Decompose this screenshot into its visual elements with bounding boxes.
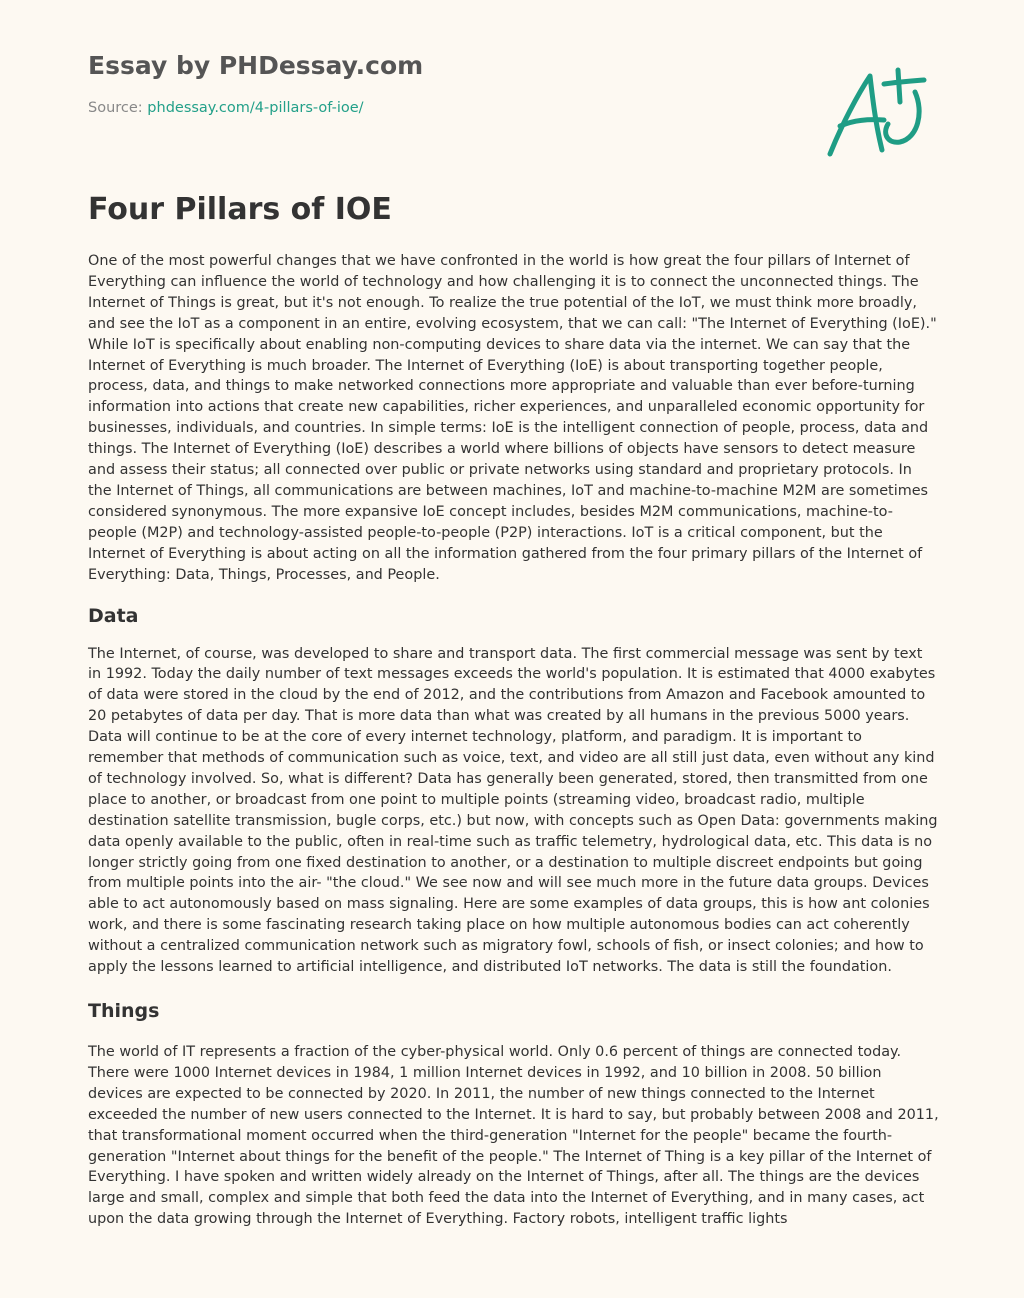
a-plus-logo-icon [818, 62, 928, 162]
section-body-data: The Internet, of course, was developed to share and transport data. The first commercial message was sent by text in 1992. Today the daily number of text messages exceeds the world's population. It is estimated that 4000 exabytes of data were stored in the cloud by the end of 2012, and the contributions from Amazon and Facebook amounted to 20 petabytes of data per day. That is more data than what was created by all humans in the previous 5000 years. Data will continue to be at the core of every internet technology, platform, and paradigm. It is important to remember that methods of communication such as voice, text, and video are all still just data, even without any kind of technology involved. So, what is different? Data has generally been generated, stored, then transmitted from one place to another, or broadcast from one point to multiple points (streaming video, broadcast radio, multiple destination satellite transmission, bugle corps, etc.) but now, with concepts such as Open Data: governments making data openly available to the public, often in real-time such as traffic telemetry, hydrological data, etc. This data is no longer strictly going from one fixed destination to another, or a destination to multiple discreet endpoints but going from multiple points into the air- "the cloud." We see now and will see much more in the future data groups. Devices able to act autonomously based on mass signaling. Here are some examples of data groups, this is how ant colonies work, and there is some fascinating research taking place on how multiple autonomous bodies can act coherently without a centralized communication network such as migratory fowl, schools of fish, or insect colonies; and how to apply the lessons learned to artificial intelligence, and distributed IoT networks. The data is still the foundation. [88, 645, 938, 976]
intro-paragraph: One of the most powerful changes that we have confronted in the world is how great the four pillars of Internet of Everything can influence the world of technology and how challenging it is to connect the unconnected things. The Internet of Things is great, but it's not enough. To realize the true potential of the IoT, we must think more broadly, and see the IoT as a component in an entire, evolving ecosystem, that we can call: "The Internet of Everything (IoE)." While IoT is specifically about enabling non-computing devices to share data via the internet. We can say that the Internet of Everything is much broader. The Internet of Everything (IoE) is about transporting together people, process, data, and things to make networked connections more appropriate and valuable than ever before-turning information into actions that create new capabilities, richer experiences, and unparalleled economic opportunity for businesses, individuals, and countries. In simple terms: IoE is the intelligent connection of people, process, data and things. The Internet of Everything (IoE) describes a world where billions of objects have sensors to detect measure and assess their status; all connected over public or private networks using standard and proprietary protocols. In the Internet of Things, all communications are between machines, IoT and machine-to-machine M2M are sometimes considered synonymous. The more expansive IoE concept includes, besides M2M communications, machine-to-people (M2P) and technology-assisted people-to-people (P2P) interactions. IoT is a critical component, but the Internet of Everything is about acting on all the information gathered from the four primary pillars of the Internet of Everything: Data, Things, Processes, and People. [88, 253, 937, 583]
source-line [88, 98, 423, 118]
source-link[interactable]: phdessay.com/4-pillars-of-ioe/ [147, 100, 364, 116]
site-title: Essay by PHDessay.com [88, 51, 424, 80]
document-title: Four Pillars of IOE [88, 192, 392, 227]
page-header [88, 48, 423, 118]
source-label: Source: [88, 100, 148, 116]
essay-content [88, 190, 940, 1230]
section-body-things: The world of IT represents a fraction of the cyber-physical world. Only 0.6 percent of things are connected today. There were 1000 Internet devices in 1984, 1 million Internet devices in 1992, and 10 billion in 2008. 50 billion devices are expected to be connected by 2020. In 2011, the number of new things connected to the Internet exceeded the number of new users connected to the Internet. It is hard to say, but probably between 2008 and 2011, that transformational moment occurred when the third-generation "Internet for the people" became the fourth-generation "Internet about things for the benefit of the people." The Internet of Thing is a key pillar of the Internet of Everything. I have spoken and written widely already on the Internet of Things, after all. The things are the devices large and small, complex and simple that both feed the data into the Internet of Everything, and in many cases, act upon the data growing through the Internet of Everything. Factory robots, intelligent traffic lights [88, 1044, 939, 1228]
section-heading-things: Things [88, 1000, 160, 1022]
section-heading-data: Data [88, 604, 139, 627]
